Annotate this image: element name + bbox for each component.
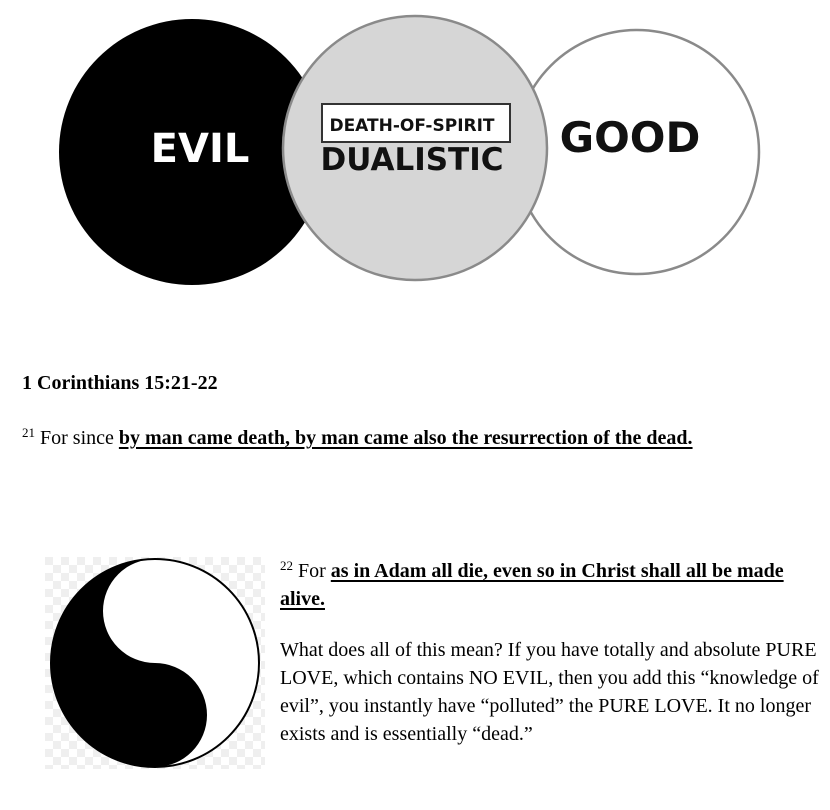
verse-22 <box>280 557 820 613</box>
death-of-spirit-label: DEATH-OF-SPIRIT <box>329 116 495 136</box>
evil-label: EVIL <box>150 126 250 172</box>
explanation-paragraph: What does all of this mean? If you have totally and absolute PURE LOVE, which contains NO EVIL, then you add this “knowledge of evil”, you instantly have “polluted” the PURE LOVE. It no longer exists and is essentially “dead.” <box>280 639 819 745</box>
verse-22-emphasis: as in Adam all die, even so in Christ shall all be made alive. <box>280 560 784 610</box>
verse-21-emphasis: by man came death, by man came also the resurrection of the dead. <box>118 427 693 449</box>
verse-21 <box>22 424 812 452</box>
yin-yang-icon <box>45 557 265 769</box>
verse-22-number: 22 <box>280 558 293 573</box>
dualism-diagram <box>0 0 830 300</box>
scripture-reference: 1 Corinthians 15:21-22 <box>22 372 218 394</box>
good-label: GOOD <box>559 113 701 162</box>
verse-21-number: 21 <box>22 425 35 440</box>
dualistic-label: DUALISTIC <box>320 142 504 178</box>
verse-22-lead: For <box>298 560 331 582</box>
verse-21-lead: For since <box>40 427 119 449</box>
